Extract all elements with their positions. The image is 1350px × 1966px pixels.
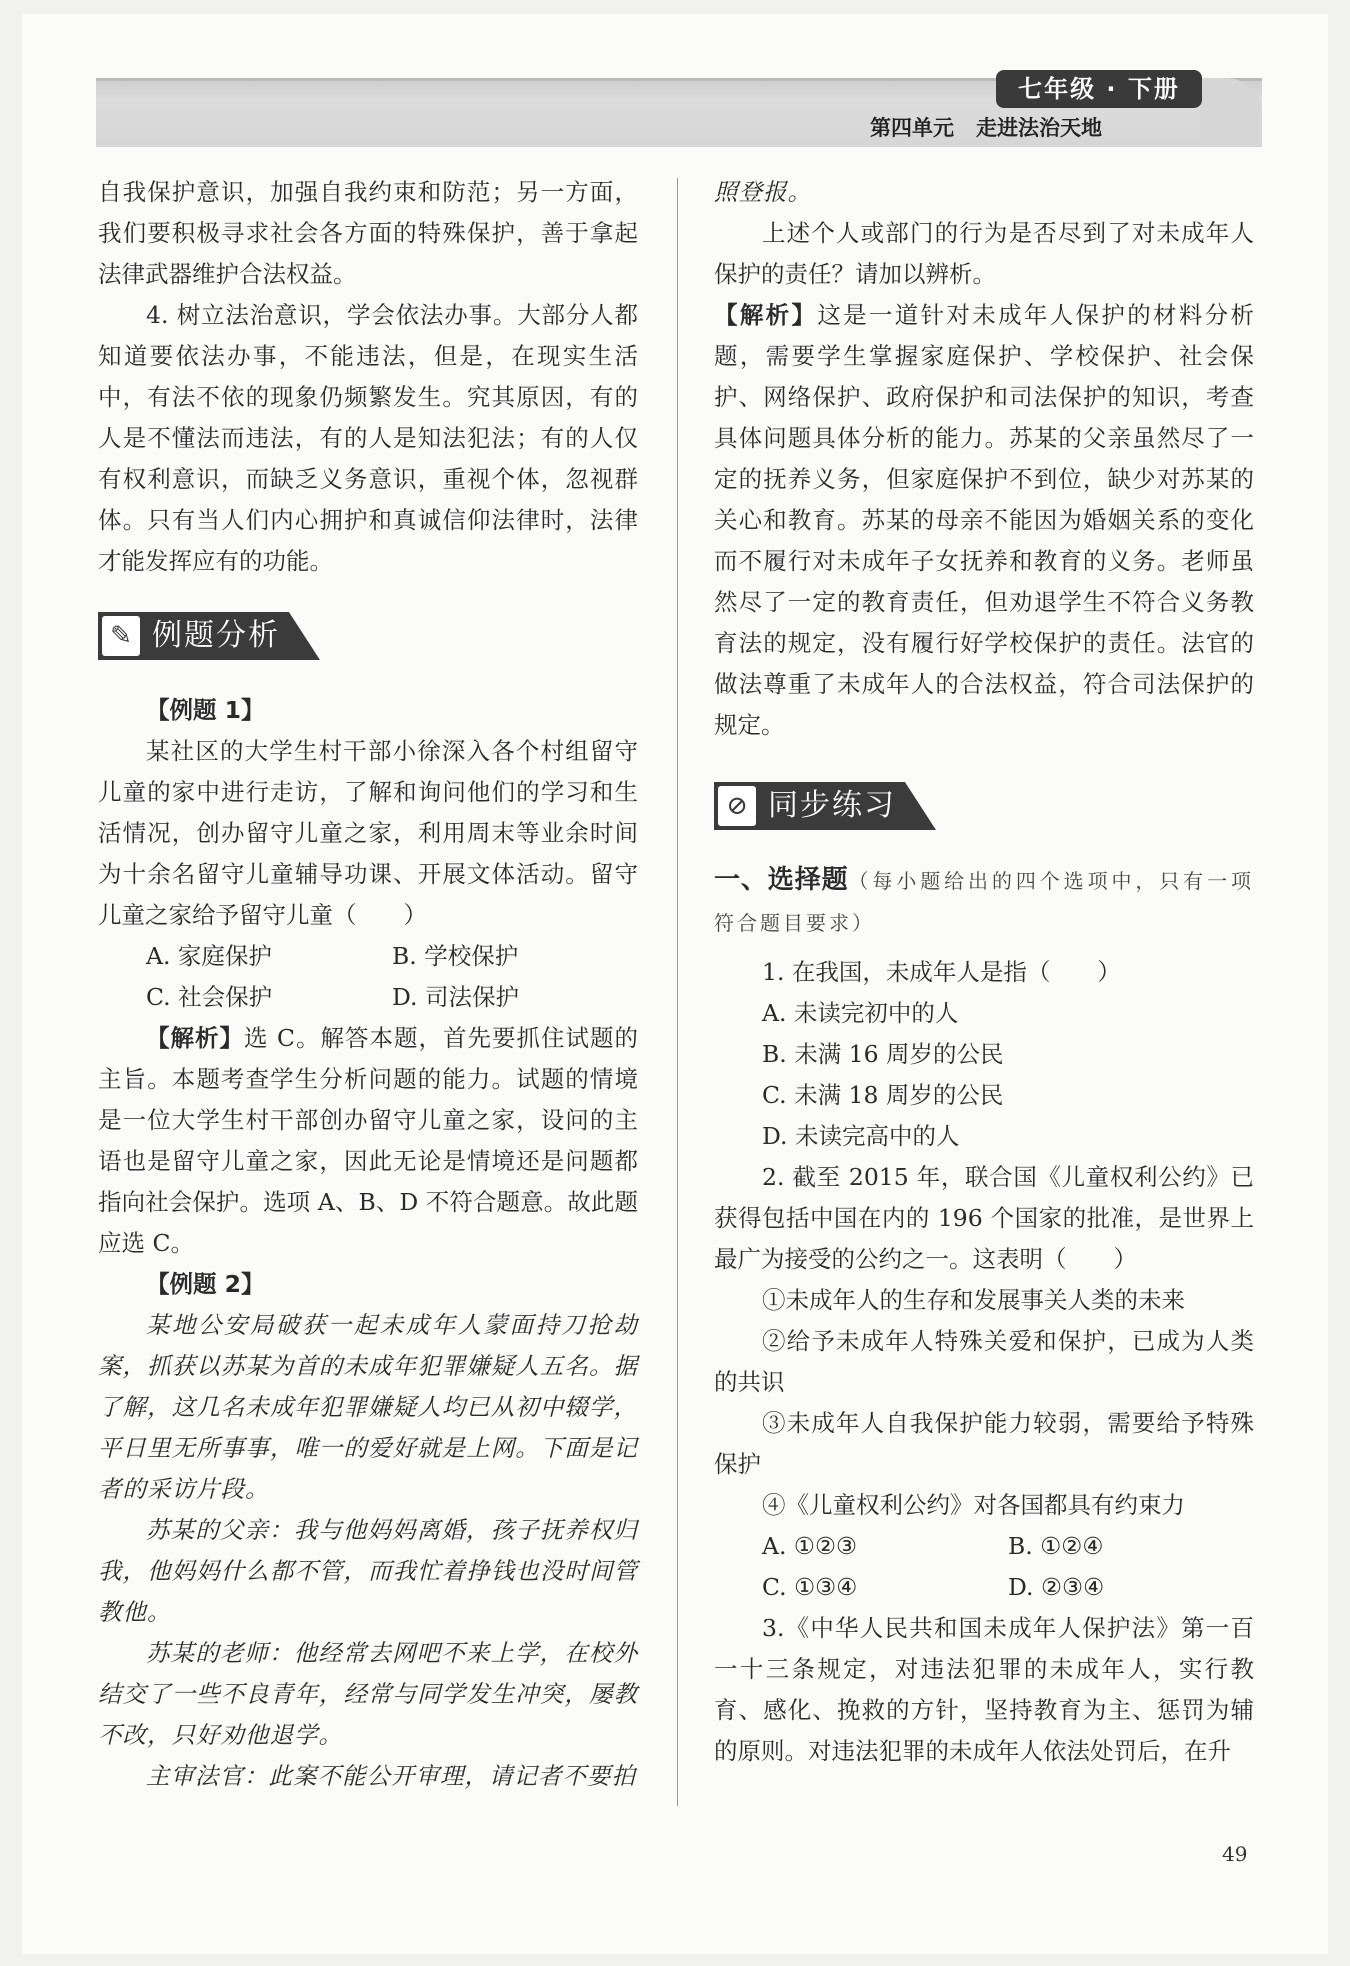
question-3: 3.《中华人民共和国未成年人保护法》第一百一十三条规定，对违法犯罪的未成年人，实行教育、感化、挽救的方针，坚持教育为主、惩罚为辅的原则。对违法犯罪的未成年人依法处罚后，在升 — [714, 1614, 1254, 1765]
question-1: 1. 在我国，未成年人是指（ ） — [762, 958, 1121, 986]
left-paragraph-2: 4. 树立法治意识，学会依法办事。大部分人都知道要依法办事，不能违法，但是，在现实生活中，有法不依的现象仍频繁发生。究其原因，有的人是不懂法而违法，有的人是知法犯法；有的人仅有权利意识，而缺乏义务意识，重视个体，忽视群体。只有当人们内心拥护和真诚信仰法律时，法律才能发挥应有的功能。 — [98, 301, 638, 575]
option-d: D. 司法保护 — [392, 983, 519, 1011]
unit-number: 第四单元 — [870, 116, 954, 140]
analysis-label: 【解析】 — [146, 1024, 245, 1052]
pencil-icon: ✎ — [102, 616, 140, 656]
banner-title: 例题分析 — [152, 618, 280, 653]
banner-title: 同步练习 — [768, 788, 896, 823]
question-section-title: 一、选择题 — [714, 865, 849, 895]
example-1-analysis — [98, 1018, 638, 1264]
question-2-statement-1: ①未成年人的生存和发展事关人类的未来 — [762, 1286, 1185, 1314]
analysis-text: 选 C。解答本题，首先要抓住试题的主旨。本题考查学生分析问题的能力。试题的情境是一位大学生村干部创办留守儿童之家，设问的主语也是留守儿童之家，因此无论是情境还是问题都指向社会保护。选项 A、B、D 不符合题意。故此题应选 C。 — [98, 1024, 639, 1257]
question-2-statement-2: ②给予未成年人特殊关爱和保护，已成为人类的共识 — [714, 1327, 1254, 1396]
analysis-text: 这是一道针对未成年人保护的材料分析题，需要学生掌握家庭保护、学校保护、社会保护、网络保护、政府保护和司法保护的知识，考查具体问题具体分析的能力。苏某的父亲虽然尽了一定的抚养义务，但家庭保护不到位，缺少对苏某的关心和教育。苏某的母亲不能因为婚姻关系的变化而不履行对未成年子女抚养和教育的义务。老师虽然尽了一定的教育责任，但劝退学生不符合义务教育法的规定，没有履行好学校保护的责任。法官的做法尊重了未成年人的合法权益，符合司法保护的规定。 — [714, 301, 1255, 739]
right-column — [714, 172, 1254, 1772]
question-2-options-row-1 — [714, 1526, 1254, 1567]
question-2: 2. 截至 2015 年，联合国《儿童权利公约》已获得包括中国在内的 196 个国家的批准，是世界上最广为接受的公约之一。这表明（ ） — [714, 1163, 1254, 1273]
column-divider — [677, 178, 678, 1806]
option-a: A. ①②③ — [762, 1532, 858, 1560]
option-a: A. 家庭保护 — [146, 942, 272, 970]
grade-tab: 七年级 · 下册 — [996, 70, 1202, 108]
option-b: B. ①②④ — [1008, 1532, 1104, 1560]
unit-title: 走进法治天地 — [976, 116, 1102, 140]
right-paragraph-2: 上述个人或部门的行为是否尽到了对未成年人保护的责任？请加以辨析。 — [714, 219, 1254, 288]
example-2-teacher: 苏某的老师：他经常去网吧不来上学，在校外结交了一些不良青年，经常与同学发生冲突，屡教不改，只好劝他退学。 — [98, 1639, 638, 1749]
option-b: B. 学校保护 — [392, 942, 519, 970]
example-1-options-row-2 — [98, 977, 638, 1018]
paperclip-icon: ⊘ — [718, 786, 756, 826]
question-1-option-c: C. 未满 18 周岁的公民 — [762, 1081, 1004, 1109]
analysis-label: 【解析】 — [714, 301, 818, 329]
unit-label — [870, 112, 1102, 142]
right-paragraph-1: 照登报。 — [714, 178, 812, 206]
question-1-option-a: A. 未读完初中的人 — [762, 999, 959, 1027]
left-paragraph-1: 自我保护意识，加强自我约束和防范；另一方面，我们要积极寻求社会各方面的特殊保护，善于拿起法律武器维护合法权益。 — [98, 178, 638, 288]
example-2-label: 【例题 2】 — [146, 1270, 265, 1298]
example-1-options-row-1 — [98, 936, 638, 977]
question-1-option-d: D. 未读完高中的人 — [762, 1122, 960, 1150]
question-section-note: （每小题给出的四个选项中，只有一项符合题目要求） — [714, 869, 1254, 935]
left-column — [98, 172, 638, 1797]
sync-practice-banner — [714, 782, 1254, 830]
option-c: C. 社会保护 — [146, 983, 273, 1011]
question-2-statement-4: ④《儿童权利公约》对各国都具有约束力 — [762, 1491, 1185, 1519]
question-section-heading — [714, 860, 1254, 944]
example-1-label: 【例题 1】 — [146, 696, 265, 724]
option-d: D. ②③④ — [1008, 1573, 1105, 1601]
example-2-text: 某地公安局破获一起未成年人蒙面持刀抢劫案，抓获以苏某为首的未成年犯罪嫌疑人五名。据了解，这几名未成年犯罪嫌疑人均已从初中辍学，平日里无所事事，唯一的爱好就是上网。下面是记者的采访片段。 — [98, 1311, 638, 1503]
page-number: 49 — [1222, 1842, 1248, 1866]
right-analysis — [714, 295, 1254, 746]
question-2-options-row-2 — [714, 1567, 1254, 1608]
question-2-statement-3: ③未成年人自我保护能力较弱，需要给予特殊保护 — [714, 1409, 1254, 1478]
question-1-option-b: B. 未满 16 周岁的公民 — [762, 1040, 1004, 1068]
example-2-father: 苏某的父亲：我与他妈妈离婚，孩子抚养权归我，他妈妈什么都不管，而我忙着挣钱也没时间管教他。 — [98, 1516, 638, 1626]
option-c: C. ①③④ — [762, 1573, 858, 1601]
example-analysis-banner — [98, 612, 638, 660]
example-1-text: 某社区的大学生村干部小徐深入各个村组留守儿童的家中进行走访，了解和询问他们的学习和生活情况，创办留守儿童之家，利用周末等业余时间为十余名留守儿童辅导功课、开展文体活动。留守儿童之家给予留守儿童（ ） — [98, 737, 638, 929]
example-2-judge: 主审法官：此案不能公开审理，请记者不要拍 — [146, 1762, 636, 1790]
